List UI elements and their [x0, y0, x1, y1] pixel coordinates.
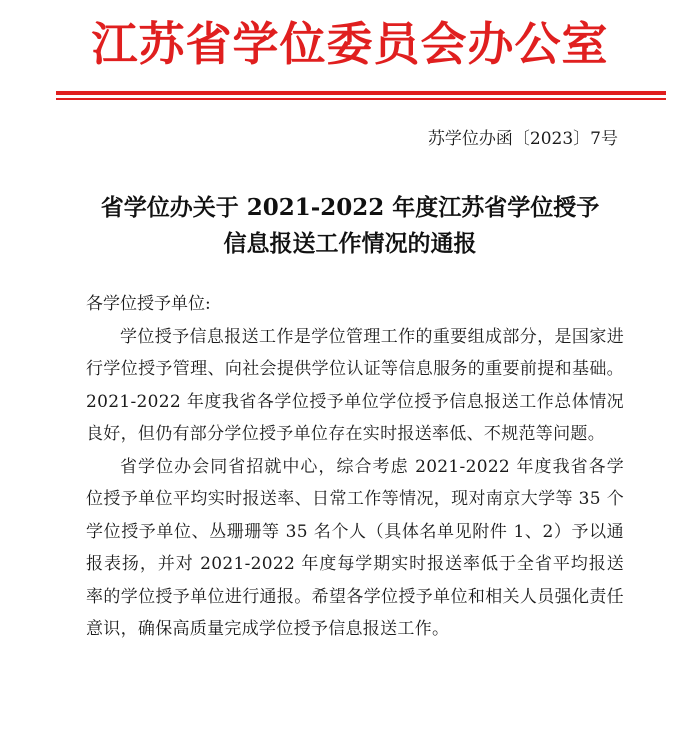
notice-title-line-1: 省学位办关于 2021-2022 年度江苏省学位授予 — [100, 194, 600, 221]
document-number: 苏学位办函〔2023〕7号 — [427, 129, 618, 149]
notice-title-line-2: 信息报送工作情况的通报 — [223, 230, 477, 257]
issuing-organization-title: 江苏省学位委员会办公室 — [91, 17, 609, 71]
body-paragraph-1: 学位授予信息报送工作是学位管理工作的重要组成部分，是国家进行学位授予管理、向社会提供学位认证等信息服务的重要前提和基础。2021-2022 年度我省各学位授予单位学位授予信息报送工作总体情况良好，但仍有部分学位授予单位存在实时报送率低、不规范等问题。 — [86, 326, 624, 444]
salutation: 各学位授予单位: — [86, 294, 211, 314]
header-divider-thin — [56, 98, 666, 100]
notice-title — [0, 190, 700, 262]
body-paragraph-2: 省学位办会同省招就中心，综合考虑 2021-2022 年度我省各学位授予单位平均实时报送率、日常工作等情况，现对南京大学等 35 个学位授予单位、丛珊珊等 35 名个人（具体名单见附件 1、2）予以通报表扬，并对 2021-2022 年度每学期实时报送率低于全省平均报送率的学位授予单位进行通报。希望各学位授予单位和相关人员强化责任意识，确保高质量完成学位授予信息报送工作。 — [86, 456, 624, 639]
header-divider-thick — [56, 91, 666, 95]
document-body — [86, 288, 624, 646]
